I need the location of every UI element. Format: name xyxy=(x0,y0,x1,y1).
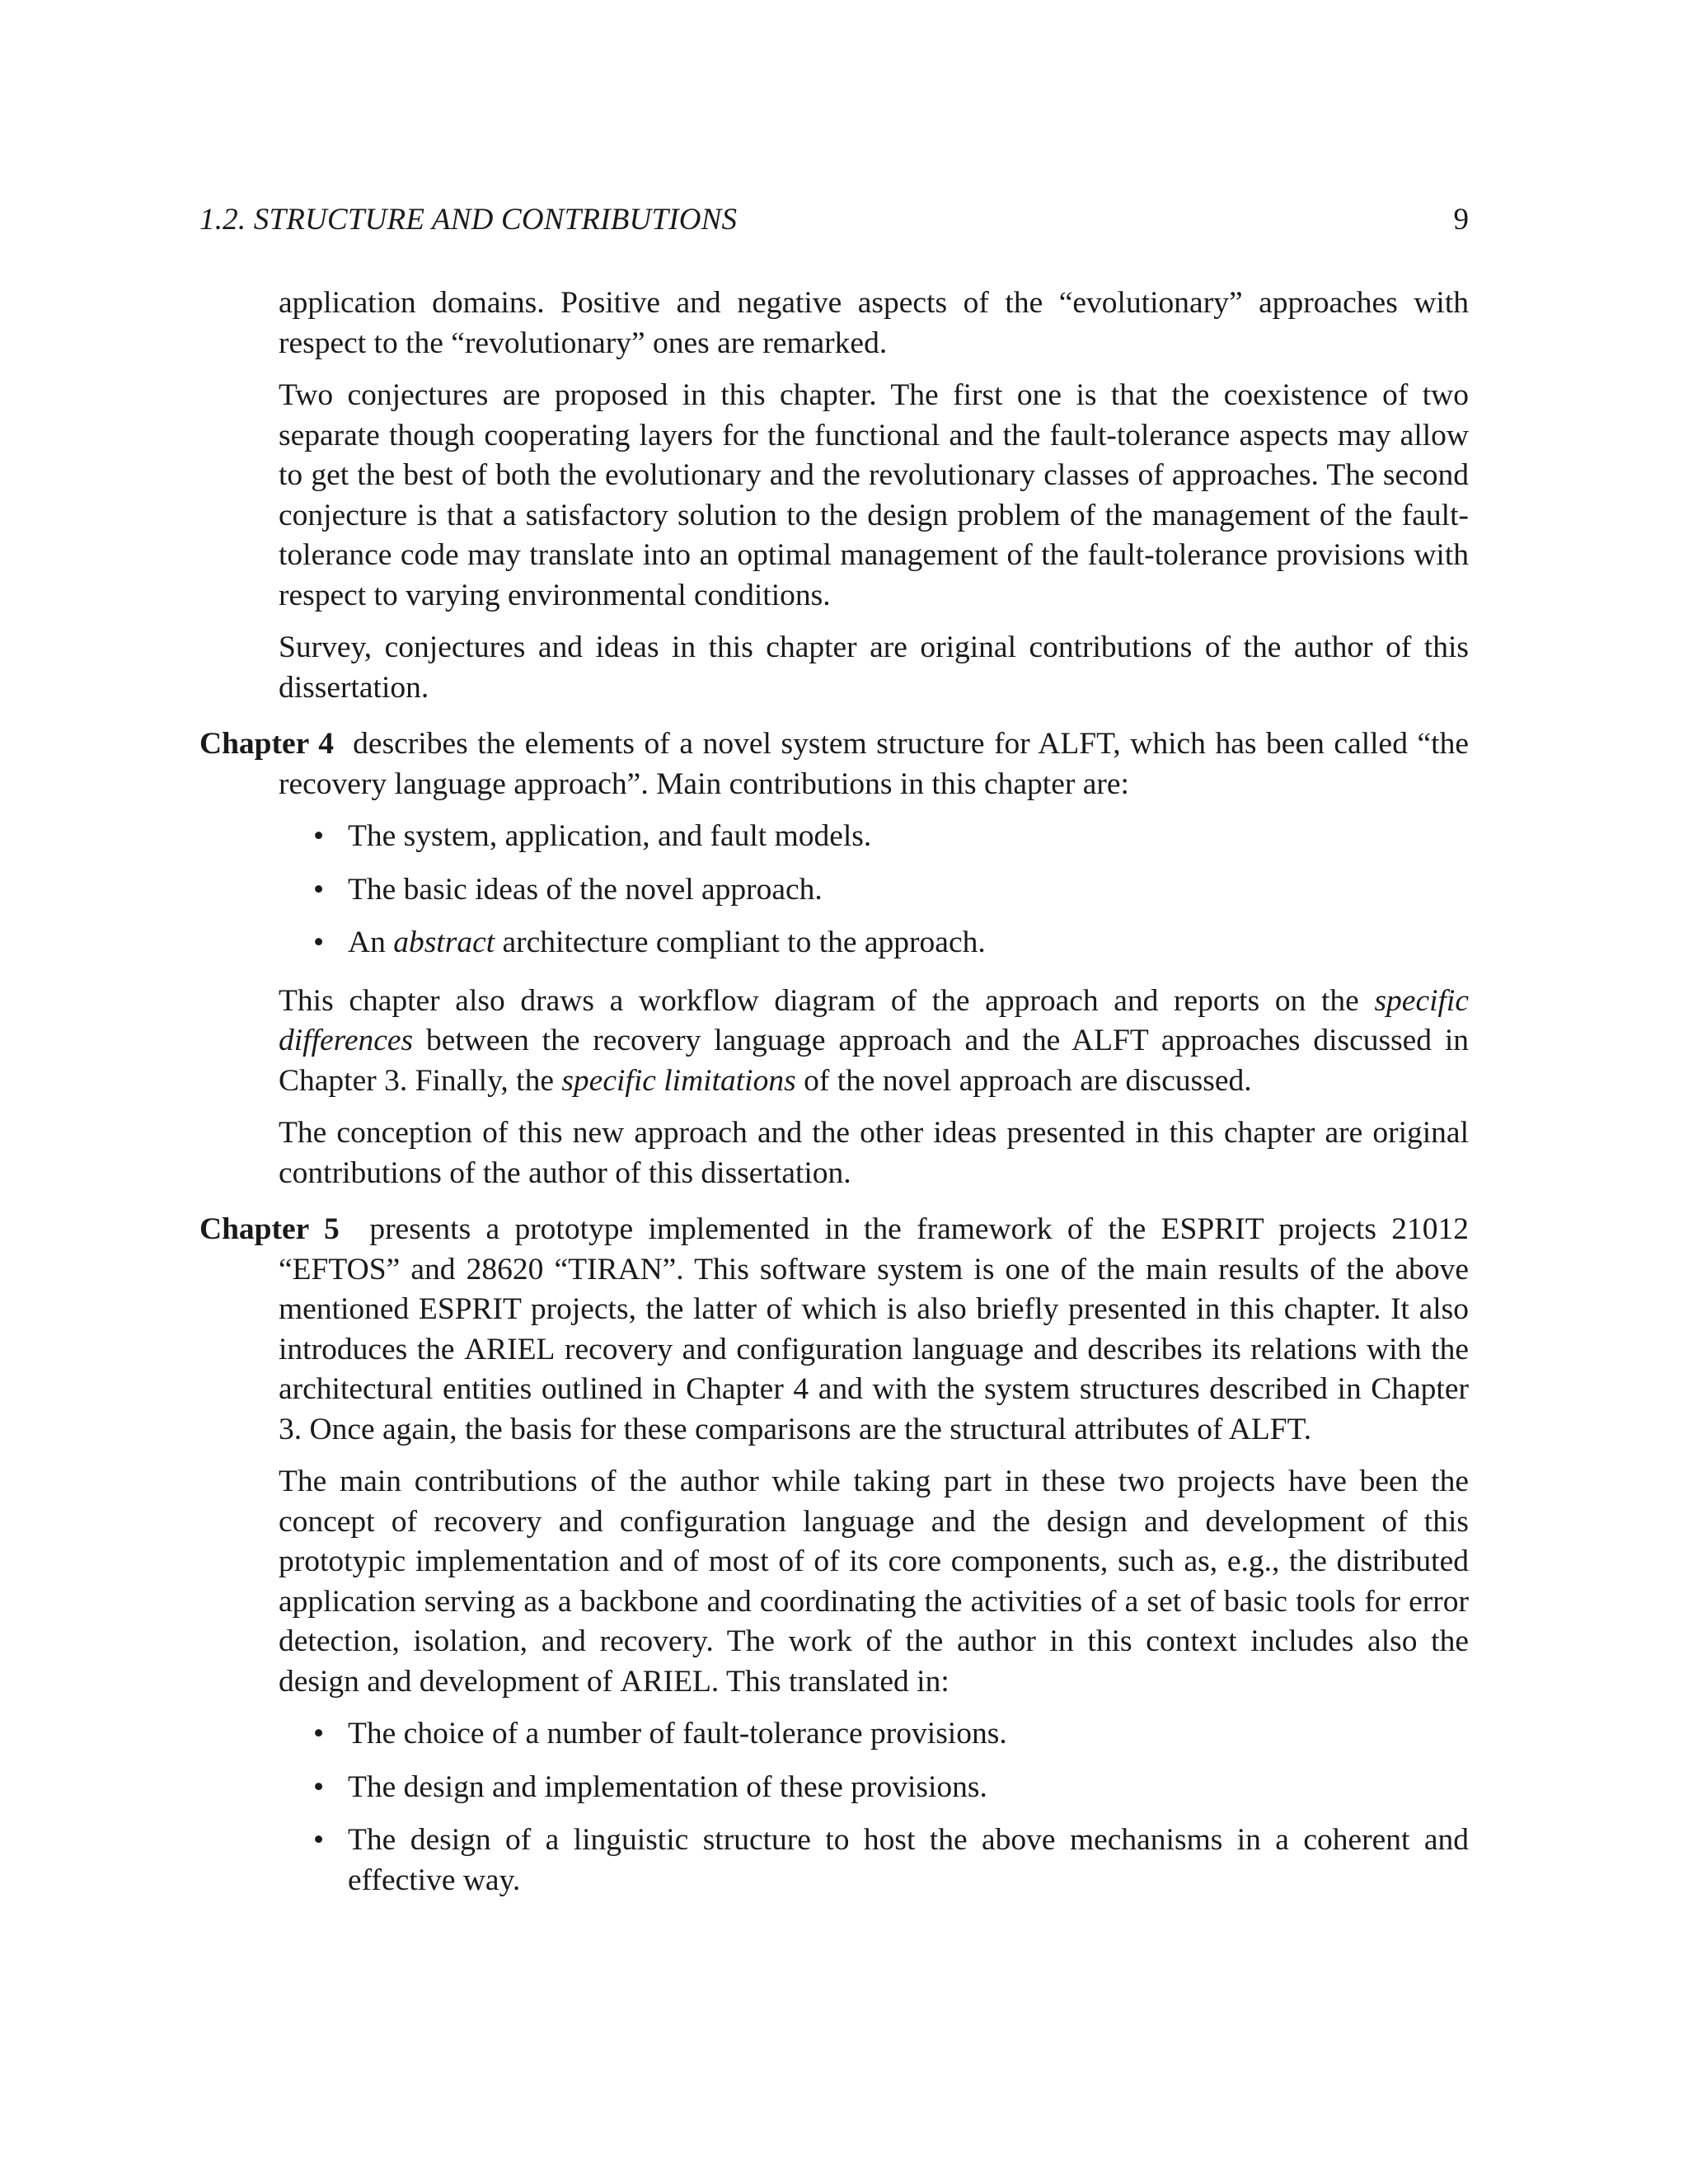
bullet-icon: • xyxy=(313,819,325,853)
bullet-icon: • xyxy=(313,872,325,907)
list-item-text-pre: An xyxy=(348,926,386,959)
paragraph: The conception of this new approach and the other ideas presented in this chapter are original contributions of the author of this dissertation. xyxy=(279,1116,1469,1190)
emphasis: specific limitations xyxy=(561,1063,796,1098)
text-run: . This translated in: xyxy=(710,1664,950,1699)
bullet-icon: • xyxy=(313,1823,325,1857)
text-run: recovery and configuration language and describes its relations with the architectural entities outlined in Chapter 4 and with the system structures described in Chapter 3. Once again, the basis for these comparisons are the structural attributes of ALFT. xyxy=(279,1332,1469,1446)
text-run: of the novel approach are discussed. xyxy=(804,1063,1252,1098)
list-item-text: The system, application, and fault models. xyxy=(348,819,872,853)
paragraph: application domains. Positive and negative aspects of the “evolutionary” approaches with respect to the “revolutionary” ones are remarked. xyxy=(279,286,1469,360)
paragraph xyxy=(279,1462,1469,1702)
emphasis: abstract xyxy=(393,926,495,959)
page-number: 9 xyxy=(1453,203,1469,237)
chapter-4-lead-text: describes the elements of a novel system structure for ALFT, which has been called “the recovery language approach”. Main contributions in this chapter are: xyxy=(279,727,1469,801)
bullet-icon: • xyxy=(313,1769,325,1804)
paragraph xyxy=(279,982,1469,1102)
chapter-5-lead xyxy=(199,1210,1469,1450)
running-head-title: 1.2. STRUCTURE AND CONTRIBUTIONS xyxy=(199,203,738,237)
chapter-5-entry xyxy=(199,1210,1469,1900)
text-run: between the recovery language approach and the ALFT approaches discussed in Chapter 3. Finally, the xyxy=(279,1024,1470,1098)
paragraph: Two conjectures are proposed in this chapter. The first one is that the coexistence of two separate though cooperating layers for the functional and the fault-tolerance aspects may allow to get the best of both the evolutionary and the revolutionary classes of approaches. The second conjecture is that a satisfactory solution to the design problem of the management of the fault-tolerance code may translate into an optimal management of the fault-tolerance provisions with respect to varying environmental conditions. xyxy=(279,378,1469,612)
list-item xyxy=(279,870,1469,911)
chapter-4-entry xyxy=(199,724,1469,1193)
chapter-5-contributions-list xyxy=(199,1714,1469,1900)
chapter-4-lead xyxy=(199,724,1469,804)
text-run: presents a prototype implemented in the framework of the ESPRIT projects 21012 “EFTOS” and 28620 “TIRAN”. This software system is one of the main results of the above mentioned ESPRIT projects, the latter of which is also briefly presented in this chapter. It also introduces the xyxy=(279,1212,1469,1366)
emphasis: specific differences xyxy=(279,983,1469,1057)
chapter-4-contributions-list xyxy=(199,817,1469,963)
list-item xyxy=(279,1768,1469,1808)
chapter-5-body xyxy=(279,1462,1469,1702)
list-item-text: The basic ideas of the novel approach. xyxy=(348,872,823,907)
list-item xyxy=(279,1714,1469,1755)
list-item-text-post: architecture compliant to the approach. xyxy=(502,926,986,959)
ariel-smallcaps: ARIEL xyxy=(620,1664,711,1699)
chapter3-continuation xyxy=(279,284,1469,708)
paragraph: Survey, conjectures and ideas in this chapter are original contributions of the author of this dissertation. xyxy=(279,630,1469,705)
list-item xyxy=(279,923,1469,963)
list-item-text: The choice of a number of fault-tolerance provisions. xyxy=(348,1717,1007,1750)
list-item xyxy=(279,817,1469,857)
text-run: This chapter also draws a workflow diagram of the approach and reports on the xyxy=(279,983,1359,1018)
list-item-text: The design and implementation of these provisions. xyxy=(348,1769,987,1804)
bullet-icon: • xyxy=(313,1717,325,1750)
ariel-smallcaps: ARIEL xyxy=(464,1332,556,1366)
chapter-4-body xyxy=(279,982,1469,1194)
chapter-5-label: Chapter 5 xyxy=(199,1212,340,1246)
list-item xyxy=(279,1821,1469,1900)
chapter-4-label: Chapter 4 xyxy=(199,727,334,761)
bullet-icon: • xyxy=(313,926,325,959)
list-item-text: The design of a linguistic structure to host the above mechanisms in a coherent and effective way. xyxy=(348,1823,1469,1897)
running-head xyxy=(199,199,1469,241)
text-run: The main contributions of the author while taking part in these two projects have been the concept of recovery and configuration language and the design and development of this prototypic implementation and of most of of its core components, such as, e.g., the distributed application serving as a backbone and coordinating the activities of a set of basic tools for error detection, isolation, and recovery. The work of the author in this context includes also the design and development of xyxy=(279,1465,1469,1699)
page-body xyxy=(199,284,1469,1919)
